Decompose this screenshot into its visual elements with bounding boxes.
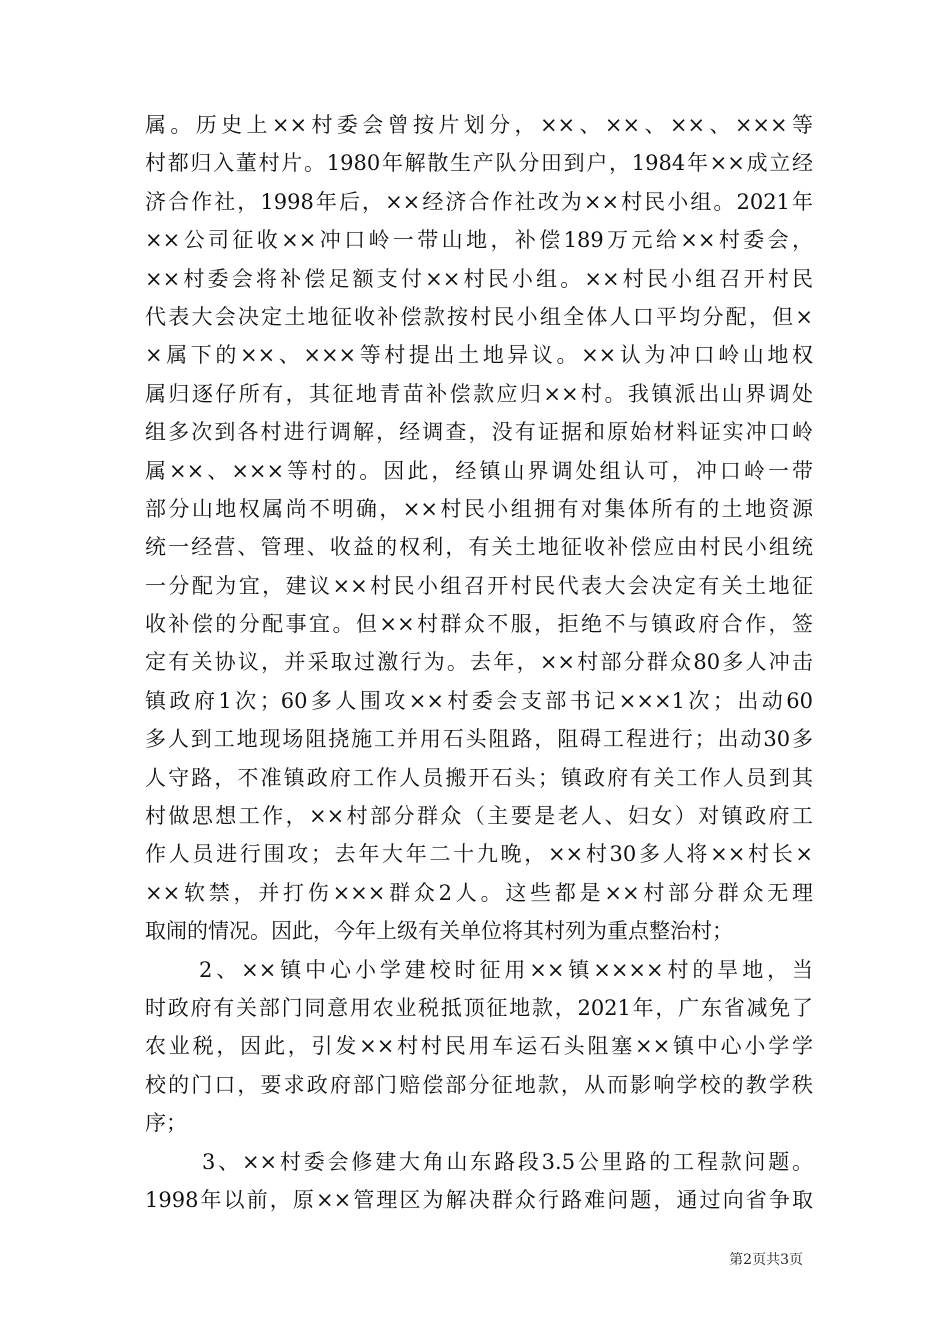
text-line-13: 一分配为宜，建议××村民小组召开村民代表大会决定有关土地征 <box>145 573 813 598</box>
text-line-16: 镇政府1次；60多人围攻××村委会支部书记×××1次；出动60 <box>145 688 813 713</box>
text-line-2: 村都归入董村片。1980年解散生产队分田到户，1984年××成立经 <box>145 151 813 176</box>
text-line-11: 部分山地权属尚不明确，××村民小组拥有对集体所有的土地资源 <box>145 496 813 521</box>
text-line-18: 人守路，不准镇政府工作人员搬开石头；镇政府有关工作人员到其 <box>145 765 813 790</box>
text-line-25: 农业税，因此，引发××村村民用车运石头阻塞××镇中心小学学 <box>145 1034 813 1059</box>
text-line-20: 作人员进行围攻；去年大年二十九晚，××村30多人将××村长× <box>145 842 813 867</box>
text-line-23: 2、××镇中心小学建校时征用××镇××××村的旱地，当 <box>199 957 813 982</box>
text-line-26: 校的门口，要求政府部门赔偿部分征地款，从而影响学校的教学秩 <box>145 1072 813 1097</box>
text-line-19: 村做思想工作，××村部分群众（主要是老人、妇女）对镇政府工 <box>145 804 813 829</box>
text-line-3: 济合作社，1998年后，××经济合作社改为××村民小组。2021年 <box>145 189 813 214</box>
text-line-12: 统一经营、管理、收益的权利，有关土地征收补偿应由村民小组统 <box>145 535 813 560</box>
text-line-27: 序； <box>145 1111 187 1136</box>
page-number: 第2页共3页 <box>729 1252 803 1268</box>
text-line-9: 组多次到各村进行调解，经调查，没有证据和原始材料证实冲口岭 <box>145 420 813 445</box>
text-line-21: ××软禁，并打伤×××群众2人。这些都是××村部分群众无理 <box>145 880 813 905</box>
text-line-17: 多人到工地现场阻挠施工并用石头阻路，阻碍工程进行；出动30多 <box>145 727 813 752</box>
document-body <box>145 106 813 1219</box>
text-line-8: 属归逐仔所有，其征地青苗补偿款应归××村。我镇派出山界调处 <box>145 381 813 406</box>
text-line-15: 定有关协议，并采取过激行为。去年，××村部分群众80多人冲击 <box>145 650 813 675</box>
text-line-22: 取闹的情况。因此，今年上级有关单位将其村列为重点整治村； <box>145 919 733 944</box>
text-line-28: 3、××村委会修建大角山东路段3.5公里路的工程款问题。 <box>202 1149 813 1174</box>
text-line-10: 属××、×××等村的。因此，经镇山界调处组认可，冲口岭一带 <box>145 458 813 483</box>
text-line-5: ××村委会将补偿足额支付××村民小组。××村民小组召开村民 <box>145 266 813 291</box>
text-line-7: ×属下的××、×××等村提出土地异议。××认为冲口岭山地权 <box>145 343 813 368</box>
text-line-4: ××公司征收××冲口岭一带山地，补偿189万元给××村委会， <box>145 228 813 253</box>
text-line-24: 时政府有关部门同意用农业税抵顶征地款，2021年，广东省减免了 <box>145 995 813 1020</box>
text-line-29: 1998年以前，原××管理区为解决群众行路难问题，通过向省争取 <box>145 1187 813 1212</box>
text-line-6: 代表大会决定土地征收补偿款按村民小组全体人口平均分配，但× <box>145 304 813 329</box>
text-line-1: 属。历史上××村委会曾按片划分，××、××、××、×××等 <box>145 113 813 137</box>
text-line-14: 收补偿的分配事宜。但××村群众不服，拒绝不与镇政府合作，签 <box>145 612 813 637</box>
